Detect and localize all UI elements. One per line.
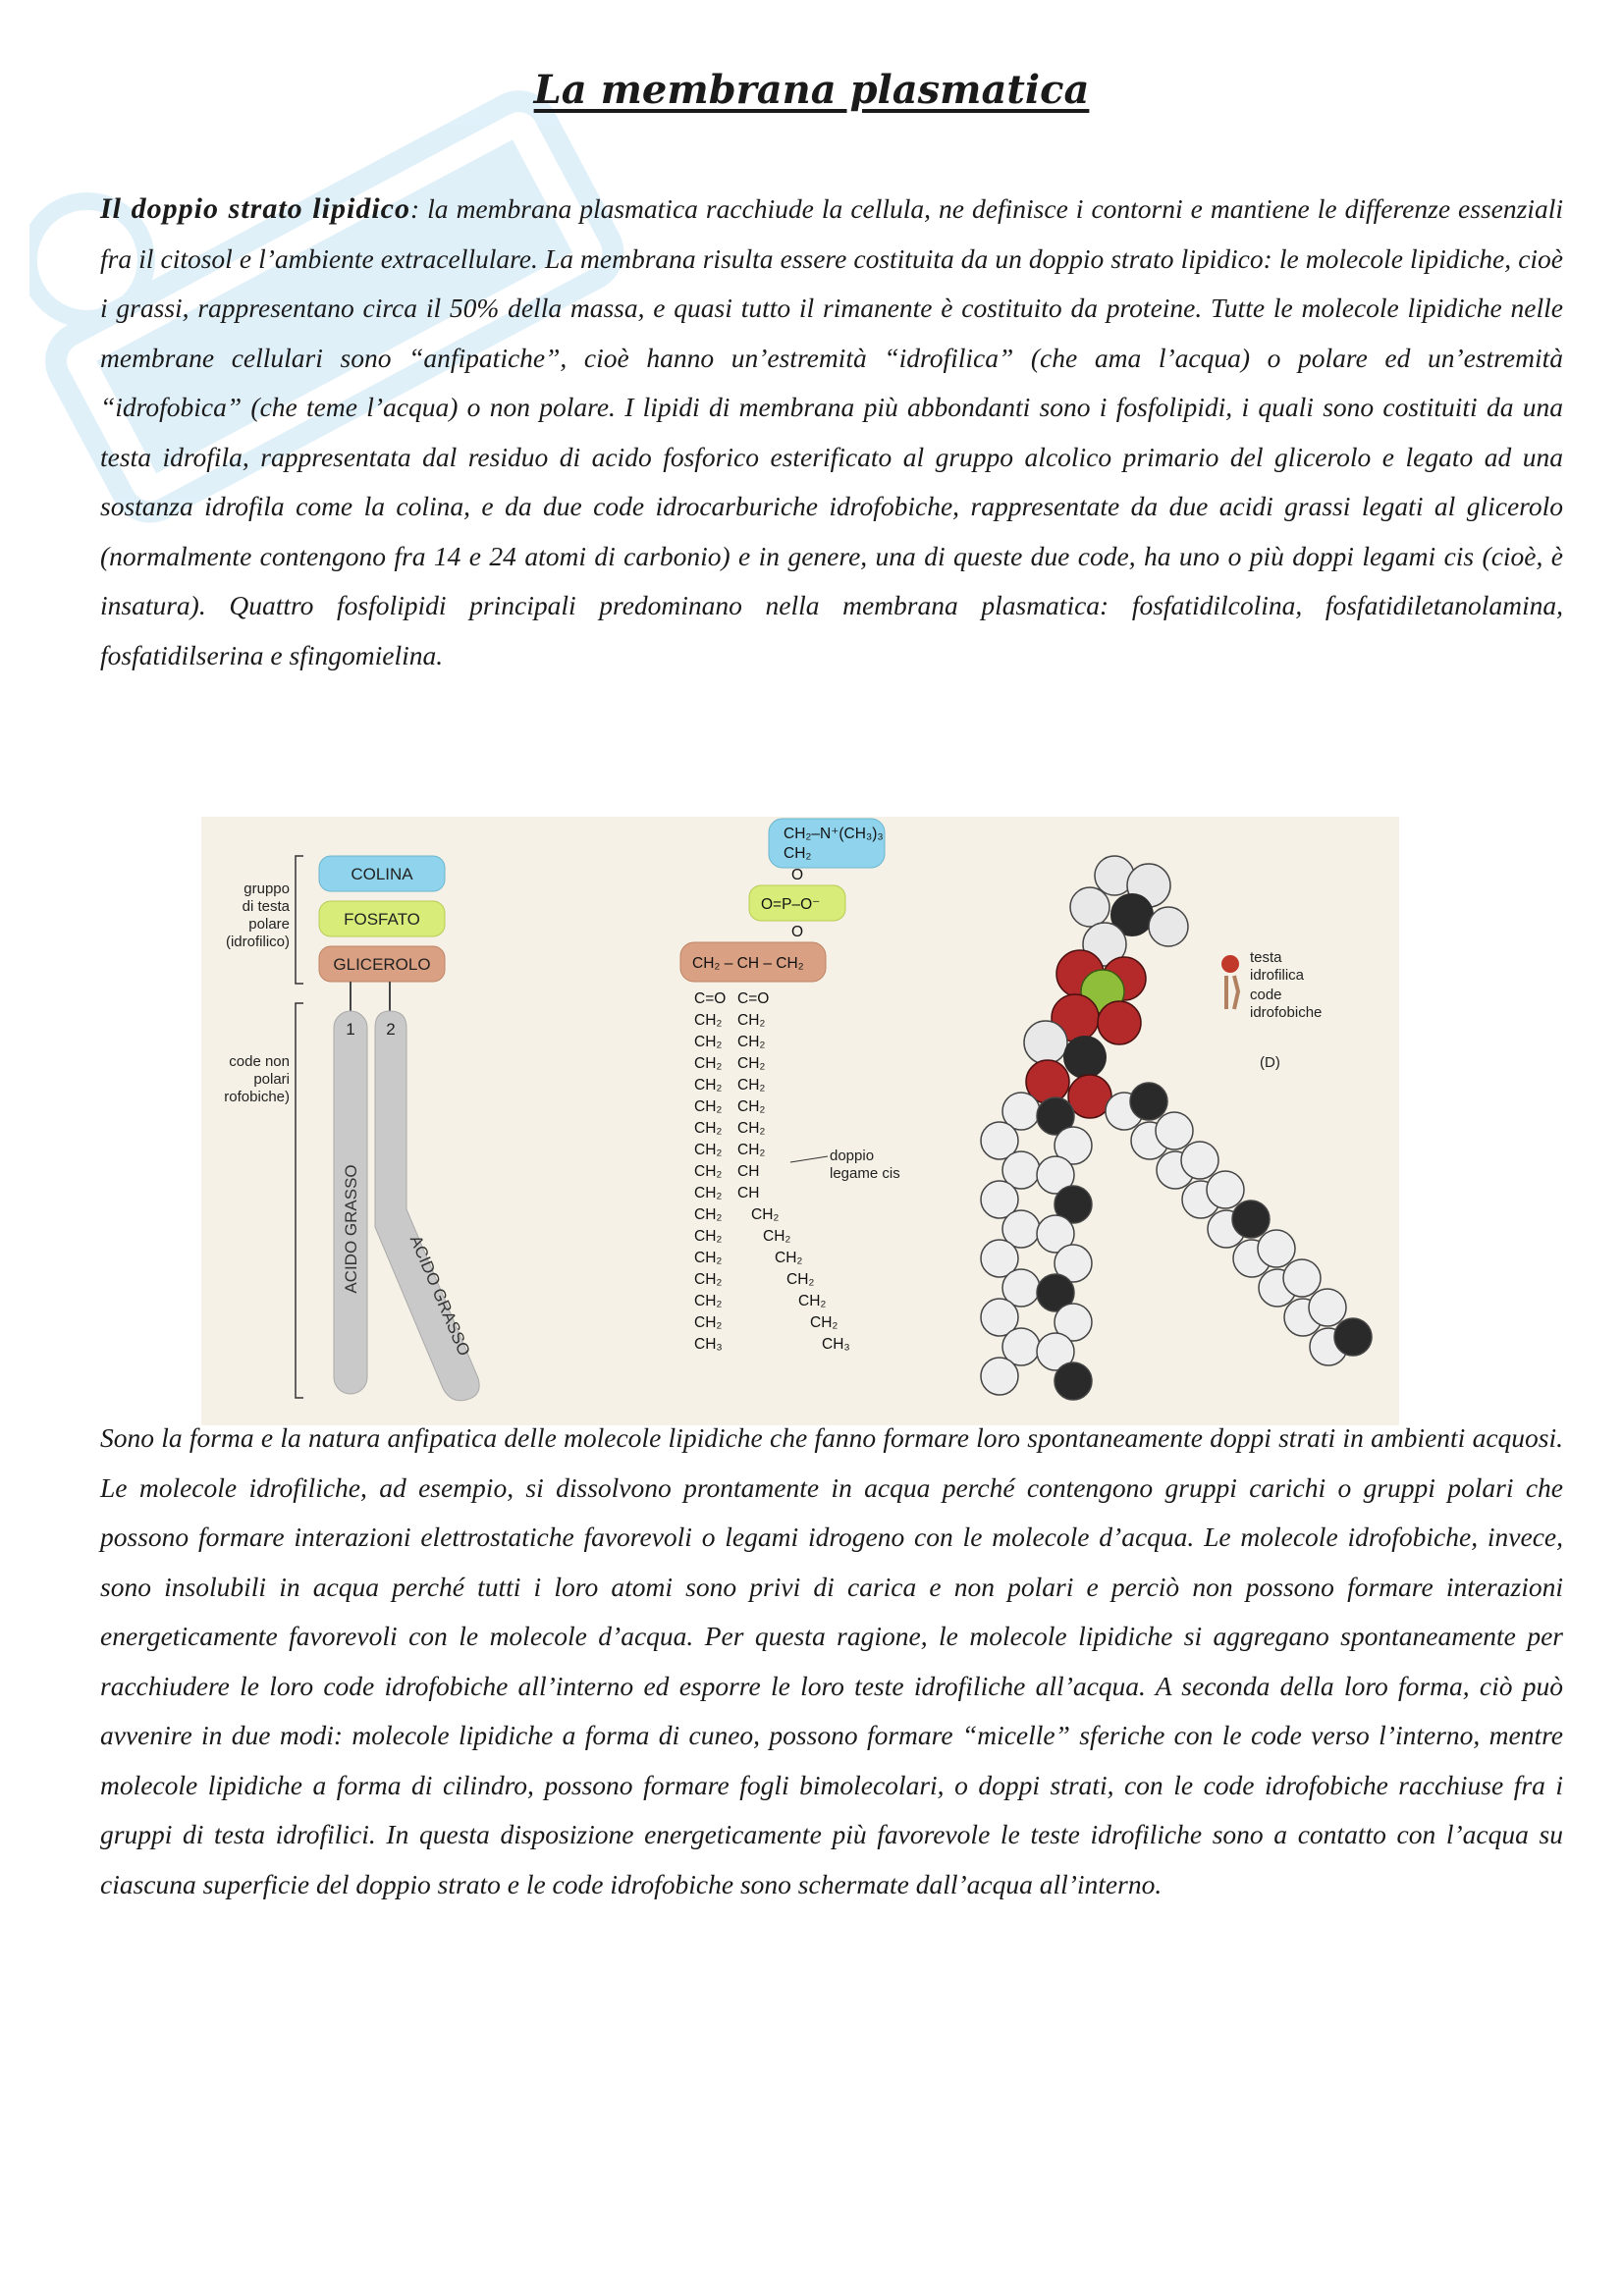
choline-label: COLINA	[351, 865, 413, 883]
chain-right-atom: CH₂	[737, 1077, 766, 1094]
paragraph-body: : la membrana plasmatica racchiude la cellula, ne definisce i contorni e mantiene le differenze essenziali fra il citosol e l’ambiente extracellulare. La membrana risulta essere costituita da un doppio strato lipidico: le molecole lipidiche, cioè i grassi, rappresentano circa il 50% della massa, e quasi tutto il rimanente è costituito da proteine. Tutte le molecole lipidiche nelle membrane cellulari sono “anfipatiche”, cioè hanno un’estremità “idrofilica” (che ama l’acqua) o polare ed un’estremità “idrofobica” (che teme l’acqua) o non polare. I lipidi di membrana più abbondanti sono i fosfolipidi, i quali sono costituiti da una testa idrofila, rappresentata dal residuo di acido fosforico esterificato al gruppo alcolico primario del glicerolo e legato ad una sostanza idrofila come la colina, e da due code idrocarburiche idrofobiche, rappresentate da due acidi grassi legati al glicerolo (normalmente contengono fra 14 e 24 atomi di carbonio) e in genere, una di queste due code, ha uno o più doppi legami cis (cioè, è insatura). Quattro fosfolipidi principali predominano nella membrana plasmatica: fosfatidilcolina, fosfatidiletanolamina, fosfatidilserina e sfingomielina.	[100, 193, 1563, 670]
tail-number-2: 2	[386, 1020, 396, 1039]
chain-left-atom: CH₂	[694, 1077, 723, 1094]
group-label-line2: di testa	[242, 898, 290, 915]
formula-ester-2: C=O	[737, 990, 770, 1007]
legend-tail-2: idrofobiche	[1250, 1004, 1323, 1021]
chain-right-atom: CH₂	[737, 1012, 766, 1029]
panel-letter: (D)	[1260, 1054, 1280, 1071]
phospholipid-diagram	[201, 817, 1399, 1425]
chain-right-atom: CH	[737, 1185, 760, 1201]
tail-1-label: ACIDO GRASSO	[342, 1164, 360, 1294]
chain-right-atom: CH₂	[737, 1142, 766, 1158]
paragraph-amphipathic: Sono la forma e la natura anfipatica delle molecole lipidiche che fanno formare loro spontaneamente doppi strati in ambienti acquosi. Le molecole idrofiliche, ad esempio, si dissolvono prontamente in acqua perché contengono gruppi carichi o gruppi polari che possono formare interazioni elettrostatiche favorevoli o legami idrogeno con le molecole d’acqua. Le molecole idrofobiche, invece, sono insolubili in acqua perché tutti i loro atomi sono privi di carica e non polari e perciò non possono formare interazioni energeticamente favorevoli con le molecole d’acqua. Per questa ragione, le molecole lipidiche si aggregano spontaneamente per racchiudere le loro code idrofobiche all’interno ed esporre le loro teste idrofiliche all’acqua. A seconda della loro forma, ciò può avvenire in due modi: molecole lipidiche a forma di cuneo, possono formare “micelle” sferiche con le code verso l’interno, mentre molecole lipidiche a forma di cilindro, possono formare fogli bimolecolari, o doppi strati, con le code idrofobiche racchiuse fra i gruppi di testa idrofilici. In questa disposizione energeticamente più favorevole le teste idrofiliche sono a contatto con l’acqua su ciascuna superficie del doppio strato e le code idrofobiche sono schermate dall’acqua all’interno.	[100, 1422, 1563, 1899]
chain-left-atom: CH₂	[694, 1012, 723, 1029]
model-atom	[1334, 1318, 1372, 1356]
chain-left-atom: CH₂	[694, 1271, 723, 1288]
chain-diag-atom: CH₂	[786, 1271, 815, 1288]
formula-o-top: O	[791, 867, 804, 883]
model-atom	[1207, 1171, 1244, 1208]
chain-left-atom: CH₂	[694, 1250, 723, 1266]
chain-right-atom: CH	[737, 1163, 760, 1180]
chain-diag-atom: CH₃	[822, 1336, 850, 1353]
chain-left-atom: CH₂	[694, 1034, 723, 1050]
group-label-line1: gruppo	[243, 881, 290, 897]
chain-left-atom: CH₃	[694, 1336, 723, 1353]
model-atom	[1258, 1230, 1295, 1267]
model-atom	[1156, 1112, 1193, 1149]
chain-diag-atom: CH₂	[751, 1206, 780, 1223]
double-bond-label-2: legame cis	[830, 1165, 900, 1182]
chain-left-atom: CH₂	[694, 1120, 723, 1137]
glycerol-label: GLICEROLO	[333, 955, 431, 974]
legend-head-2: idrofilica	[1250, 967, 1305, 984]
chain-diag-atom: CH₂	[810, 1314, 839, 1331]
chain-left-atom: CH₂	[694, 1163, 723, 1180]
chain-diag-atom: CH₂	[775, 1250, 803, 1266]
chain-right-atom: CH₂	[737, 1055, 766, 1072]
chain-left-atom: CH₂	[694, 1293, 723, 1309]
model-atom	[1309, 1289, 1346, 1326]
legend-head-icon	[1221, 955, 1239, 973]
phosphate-label: FOSFATO	[344, 910, 420, 929]
formula-choline-2: CH₂	[784, 845, 812, 862]
phospholipid-figure	[201, 817, 1399, 1425]
model-atom	[1232, 1201, 1270, 1238]
formula-glycerol: CH₂ – CH – CH₂	[692, 955, 804, 972]
formula-ester-1: C=O	[694, 990, 727, 1007]
chain-left-atom: CH₂	[694, 1228, 723, 1245]
chain-left-atom: CH₂	[694, 1055, 723, 1072]
chain-left-atom: CH₂	[694, 1185, 723, 1201]
chain-diag-atom: CH₂	[798, 1293, 827, 1309]
tails-label-line3: rofobiche)	[224, 1089, 290, 1105]
paragraph-lipid-bilayer	[100, 185, 1563, 680]
chain-left-atom: CH₂	[694, 1142, 723, 1158]
chain-left-atom: CH₂	[694, 1098, 723, 1115]
chain-left-atom: CH₂	[694, 1206, 723, 1223]
chain-right-atom: CH₂	[737, 1120, 766, 1137]
chain-diag-atom: CH₂	[763, 1228, 791, 1245]
legend-head-1: testa	[1250, 949, 1282, 966]
model-atom	[1181, 1142, 1218, 1179]
chain-right-atom: CH₂	[737, 1098, 766, 1115]
formula-choline-1: CH₂–N⁺(CH₃)₃	[784, 826, 884, 842]
legend-tail-1: code	[1250, 987, 1282, 1003]
page-title: La membrana plasmatica	[533, 67, 1090, 113]
formula-phosphate: O=P–O⁻	[761, 896, 821, 913]
model-atom	[1130, 1083, 1167, 1120]
tails-label-line1: code non	[229, 1053, 290, 1070]
group-label-line4: (idrofilico)	[225, 934, 290, 950]
formula-o-bottom: O	[791, 924, 804, 940]
chain-right-atom: CH₂	[737, 1034, 766, 1050]
model-atom	[1055, 1362, 1092, 1400]
model-atom	[981, 1358, 1018, 1395]
tails-label-line2: polari	[253, 1071, 290, 1088]
paragraph-lead: Il doppio strato lipidico	[100, 192, 410, 225]
group-label-line3: polare	[248, 916, 290, 933]
tail-2-label: ACIDO GRASSO	[406, 1232, 474, 1359]
chain-left-atom: CH₂	[694, 1314, 723, 1331]
model-atom	[1283, 1259, 1321, 1297]
double-bond-label-1: doppio	[830, 1148, 875, 1164]
tail-number-1: 1	[346, 1020, 355, 1039]
